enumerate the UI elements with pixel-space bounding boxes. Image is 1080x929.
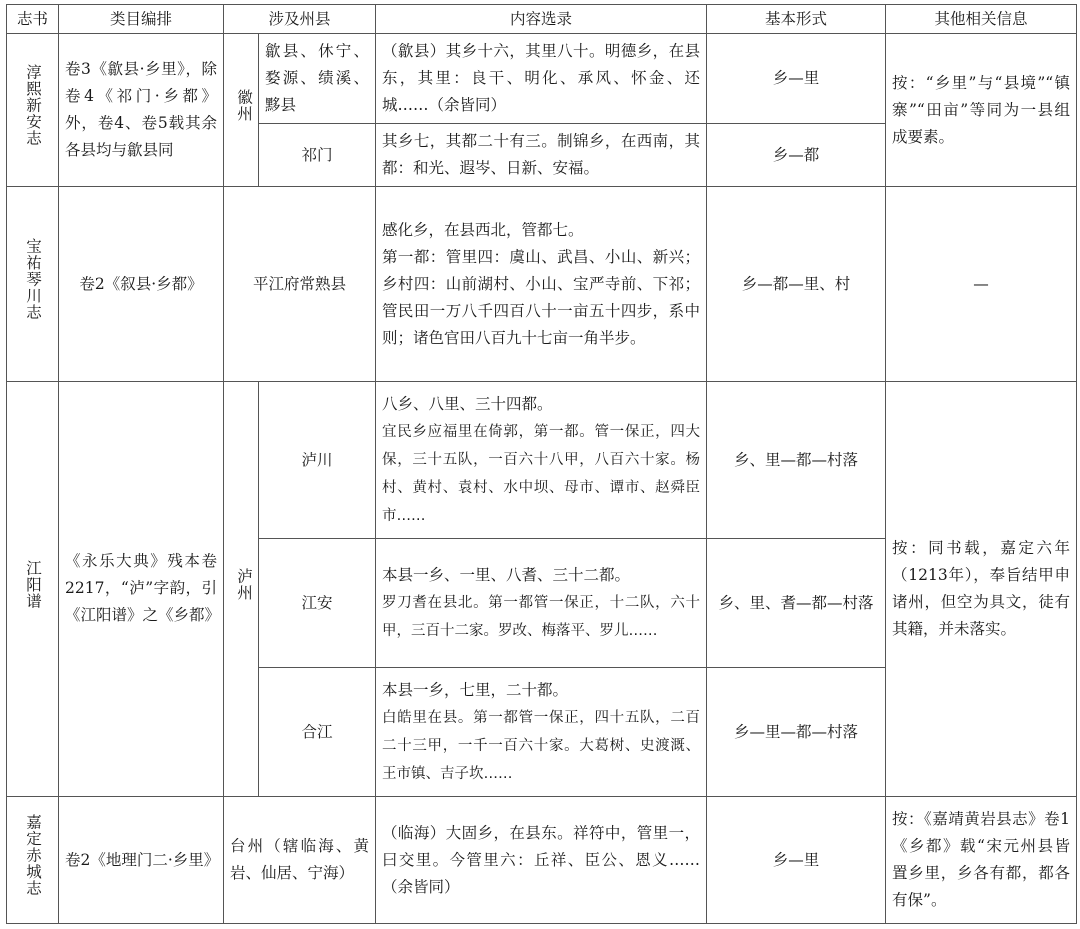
content-cell bbox=[376, 539, 707, 668]
header-category: 类目编排 bbox=[59, 5, 224, 34]
book-cell bbox=[7, 797, 59, 924]
form-cell: 乡、里—都—村落 bbox=[707, 381, 886, 539]
category-cell: 卷3《歙县·乡里》，除卷4《祁门·乡都》外，卷4、卷5载其余各县均与歙县同 bbox=[59, 34, 224, 187]
header-info: 其他相关信息 bbox=[886, 5, 1077, 34]
content-line: 白皓里在县。第一都管一保正，四十五队，二百二十三甲，一千一百六十家。大葛树、史渡溉、王市镇、吉子坎…… bbox=[382, 709, 701, 782]
form-cell: 乡—都—里、村 bbox=[707, 187, 886, 381]
book-cell bbox=[7, 381, 59, 796]
table-row bbox=[7, 797, 1077, 924]
form-cell: 乡—里 bbox=[707, 797, 886, 924]
info-cell: 按：《嘉靖黄岩县志》卷1《乡都》载“宋元州县皆置乡里，乡各有都，都各有保”。 bbox=[886, 797, 1077, 924]
table-row bbox=[7, 34, 1077, 124]
book-title: 宝祐琴川志 bbox=[24, 238, 42, 321]
form-cell: 乡—里 bbox=[707, 34, 886, 124]
content-line: 罗刀耆在县北。第一都管一保正，十二队，六十甲，三百十二家。罗改、梅落平、罗儿…… bbox=[382, 594, 701, 639]
book-cell bbox=[7, 187, 59, 381]
info-cell: 按：“乡里”与“县境”“镇寨”“田亩”等同为一县组成要素。 bbox=[886, 34, 1077, 187]
county-cell: 江安 bbox=[259, 539, 376, 668]
content-line: 八乡、八里、三十四都。 bbox=[382, 394, 553, 413]
content-line: 本县一乡、一里、八耆、三十二都。 bbox=[382, 565, 631, 584]
header-content: 内容选录 bbox=[376, 5, 707, 34]
category-cell: 卷2《地理门二·乡里》 bbox=[59, 797, 224, 924]
content-cell bbox=[376, 381, 707, 539]
book-title: 嘉定赤城志 bbox=[24, 814, 42, 897]
book-title: 江阳谱 bbox=[24, 559, 42, 610]
book-cell bbox=[7, 34, 59, 187]
header-prefecture: 涉及州县 bbox=[224, 5, 376, 34]
prefecture-name: 徽州 bbox=[235, 89, 253, 123]
county-cell: 平江府常熟县 bbox=[224, 187, 376, 381]
county-cell: 台州（辖临海、黄岩、仙居、宁海） bbox=[224, 797, 376, 924]
content-cell bbox=[376, 187, 707, 381]
header-row bbox=[7, 5, 1077, 34]
table-row bbox=[7, 381, 1077, 539]
county-cell: 祁门 bbox=[259, 124, 376, 187]
county-cell: 歙县、休宁、婺源、绩溪、黟县 bbox=[259, 34, 376, 124]
content-cell bbox=[376, 668, 707, 797]
category-cell: 卷2《叙县·乡都》 bbox=[59, 187, 224, 381]
header-book: 志书 bbox=[7, 5, 59, 34]
prefecture-cell bbox=[224, 34, 259, 187]
prefecture-name: 泸州 bbox=[235, 567, 253, 601]
prefecture-cell bbox=[224, 381, 259, 796]
info-cell: — bbox=[886, 187, 1077, 381]
content-cell: （临海）大固乡，在县东。祥符中，管里一，曰交里。今管里六：丘祥、臣公、恩义……（余皆同） bbox=[376, 797, 707, 924]
content-line: 宜民乡应福里在倚郭，第一都。管一保正，四大保，三十五队，一百六十八甲，八百六十家。杨村、黄村、袁村、水中坝、母市、谭市、赵舜臣市…… bbox=[382, 423, 701, 524]
content-line: 本县一乡，七里，二十都。 bbox=[382, 680, 569, 699]
form-cell: 乡—都 bbox=[707, 124, 886, 187]
header-form: 基本形式 bbox=[707, 5, 886, 34]
form-cell: 乡、里、耆—都—村落 bbox=[707, 539, 886, 668]
content-cell: 其乡七，其都二十有三。制锦乡，在西南，其都：和光、遐岑、日新、安福。 bbox=[376, 124, 707, 187]
category-cell: 《永乐大典》残本卷2217，“泸”字韵，引《江阳谱》之《乡都》 bbox=[59, 381, 224, 796]
county-cell: 合江 bbox=[259, 668, 376, 797]
book-title: 淳熙新安志 bbox=[24, 64, 42, 147]
content-cell: （歙县）其乡十六，其里八十。明德乡，在县东，其里：良干、明化、承风、怀金、还城……（余皆同） bbox=[376, 34, 707, 124]
gazetteer-table bbox=[6, 4, 1077, 924]
content-line: 第一都：管里四：虞山、武昌、小山、新兴；乡村四：山前湖村、小山、宝严寺前、下祁；管民田一万八千四百八十一亩五十四步，系中则；诸色官田八百九十七亩一角半步。 bbox=[382, 247, 701, 347]
content-line: 感化乡，在县西北，管都七。 bbox=[382, 220, 584, 239]
table-row bbox=[7, 187, 1077, 381]
info-cell: 按：同书载，嘉定六年（1213年），奉旨结甲申诸州，但空为具文，徒有其籍，并未落实。 bbox=[886, 381, 1077, 796]
form-cell: 乡—里—都—村落 bbox=[707, 668, 886, 797]
county-cell: 泸川 bbox=[259, 381, 376, 539]
